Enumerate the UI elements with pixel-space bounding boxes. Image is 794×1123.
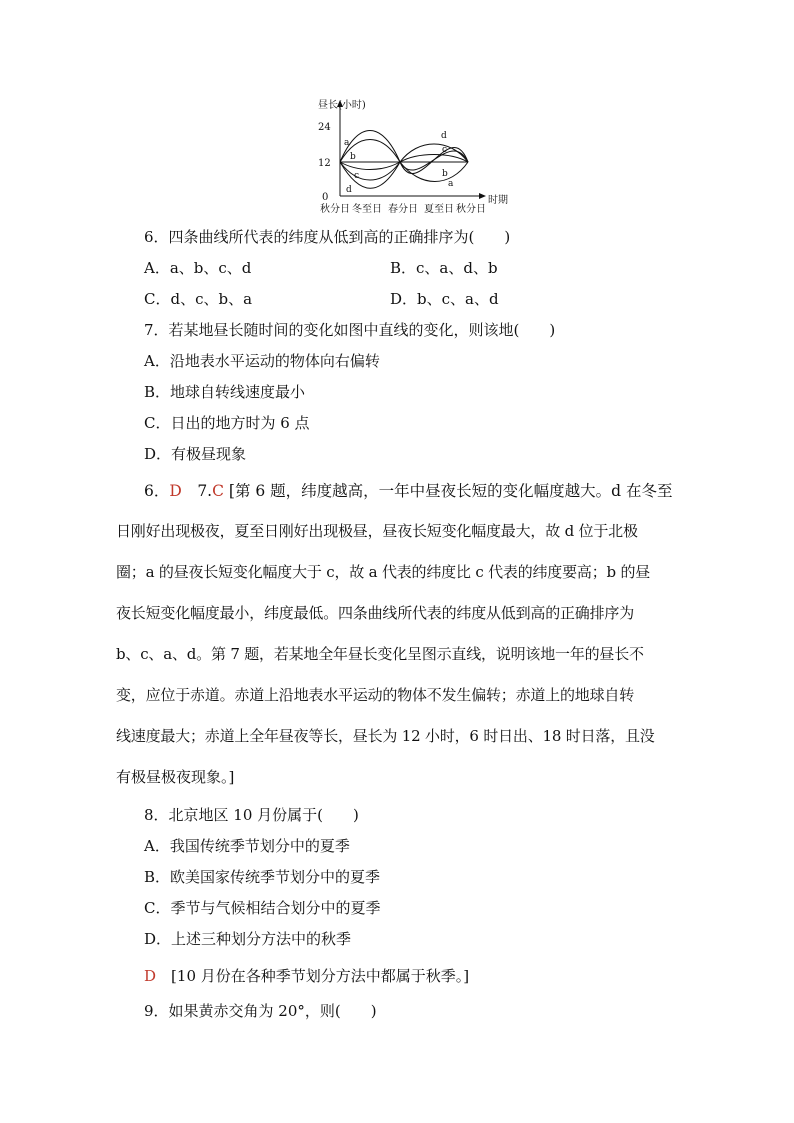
q7-option-b: B．地球自转线速度最小 (144, 383, 306, 401)
curve-label-a-left: a (344, 138, 350, 148)
answer6-letter: D (169, 482, 182, 500)
q6-stem: 6．四条曲线所代表的纬度从低到高的正确排序为( ) (144, 228, 511, 246)
y-tick-12: 12 (318, 158, 331, 169)
day-length-diagram (300, 92, 520, 216)
curve-label-d-right: d (441, 131, 447, 141)
answer67-line-4: 夜长短变化幅度最小，纬度最低。四条曲线所代表的纬度从低到高的正确排序为 (116, 604, 635, 622)
q8-option-d: D．上述三种划分方法中的秋季 (144, 930, 352, 948)
curve-label-b-right: b (442, 169, 448, 179)
q8-stem: 8．北京地区 10 月份属于( ) (144, 806, 359, 824)
y-tick-24: 24 (318, 122, 331, 133)
x-tick-winter: 冬至日 (352, 204, 382, 215)
x-tick-autumn-2: 秋分日 (456, 204, 486, 215)
y-tick-0: 0 (322, 192, 329, 203)
answer67-line-6: 变，应位于赤道。赤道上沿地表水平运动的物体不发生偏转；赤道上的地球自转 (116, 686, 635, 704)
day-length-figure (300, 92, 520, 216)
q9-stem: 9．如果黄赤交角为 20°，则( ) (144, 1002, 377, 1020)
answer7-letter: C (212, 482, 224, 500)
answer67-text-1: [第 6 题，纬度越高，一年中昼夜长短的变化幅度越大。d 在冬至 (228, 482, 673, 500)
q6-option-b: B．c、a、d、b (390, 259, 498, 277)
q7-option-a: A．沿地表水平运动的物体向右偏转 (144, 352, 380, 370)
q6-option-d: D．b、c、a、d (390, 290, 499, 308)
answer8 (144, 966, 469, 986)
q6-option-a: A．a、b、c、d (144, 259, 252, 277)
curve-a-low (400, 162, 468, 182)
answer67-prefix: 6． (144, 482, 170, 500)
x-tick-spring: 春分日 (388, 204, 418, 215)
curve-label-c-left: c (354, 171, 360, 181)
x-axis-arrow (479, 193, 486, 199)
answer67-mid: 7. (181, 482, 213, 500)
y-axis-label: 昼长(小时) (318, 100, 366, 111)
q7-option-c: C．日出的地方时为 6 点 (144, 414, 310, 432)
answer67-line-3: 圈；a 的昼夜长短变化幅度大于 c，故 a 代表的纬度比 c 代表的纬度要高；b 的昼 (116, 563, 651, 581)
curve-a (340, 140, 468, 171)
q7-option-d: D．有极昼现象 (144, 445, 247, 463)
answer67-line-1 (144, 481, 673, 501)
answer67-line-7: 线速度最大；赤道上全年昼夜等长，昼长为 12 小时，6 时日出、18 时日落，且没 (116, 727, 655, 745)
x-tick-autumn-1: 秋分日 (320, 204, 350, 215)
curve-label-a-right: a (448, 179, 454, 189)
q7-stem: 7．若某地昼长随时间的变化如图中直线的变化，则该地( ) (144, 321, 556, 339)
q8-option-c: C．季节与气候相结合划分中的夏季 (144, 899, 381, 917)
curve-label-c-right: c (442, 145, 448, 155)
curve-label-b-left: b (350, 152, 356, 162)
answer67-line-5: b、c、a、d。第 7 题，若某地全年昼长变化呈图示直线，说明该地一年的昼长不 (116, 645, 644, 663)
x-axis-label: 时期 (488, 195, 508, 206)
answer67-line-2: 日刚好出现极夜，夏至日刚好出现极昼，昼夜长短变化幅度最大，故 d 位于北极 (116, 522, 638, 540)
answer67-line-8: 有极昼极夜现象。] (116, 768, 235, 786)
q8-option-a: A．我国传统季节划分中的夏季 (144, 837, 350, 855)
answer8-letter: D (144, 967, 157, 985)
curve-label-d-left: d (346, 185, 352, 195)
answer8-explanation: [10 月份在各种季节划分方法中都属于秋季。] (171, 967, 470, 985)
x-tick-summer: 夏至日 (424, 204, 454, 215)
q6-option-c: C．d、c、b、a (144, 290, 253, 308)
q8-option-b: B．欧美国家传统季节划分中的夏季 (144, 868, 381, 886)
